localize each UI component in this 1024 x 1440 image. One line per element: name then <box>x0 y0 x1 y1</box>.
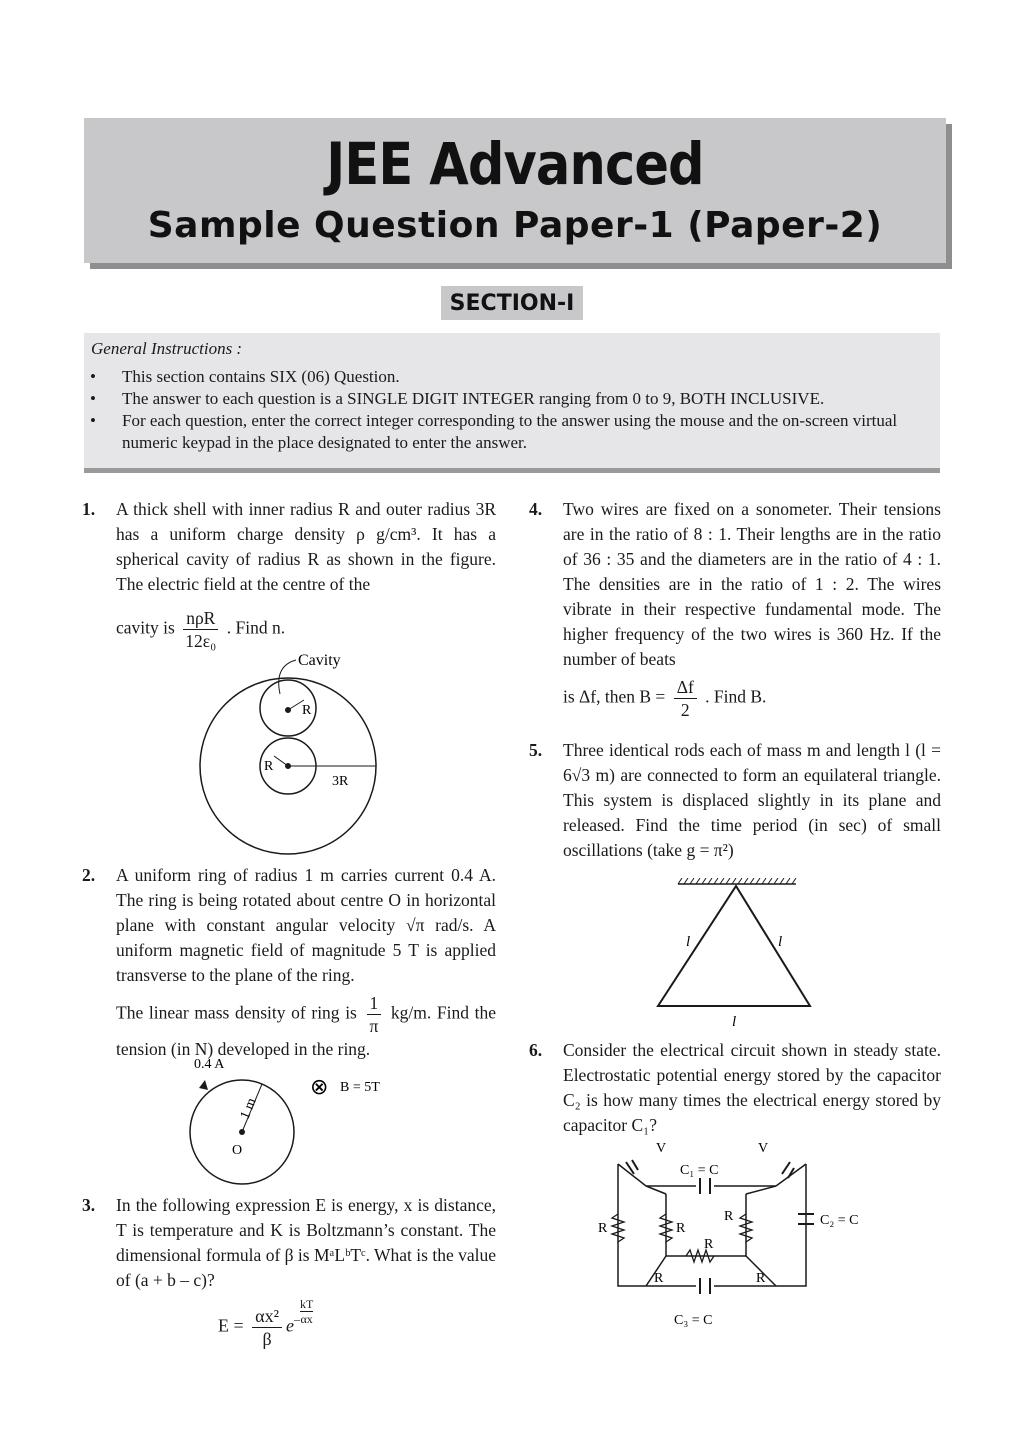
question-2 <box>82 863 497 1062</box>
shell-cavity-figure <box>196 648 386 860</box>
instruction-item: • The answer to each question is a SINGLE DIGIT INTEGER ranging from 0 to 9, BOTH INCLUSIVE. <box>90 389 825 408</box>
page-title: JEE Advanced <box>326 130 704 198</box>
energy-formula: E = $\frac{\text{αx²}}{\beta}$ e– $\frac{kT}{\alpha x}$ <box>218 1297 314 1349</box>
fraction: $\frac{1}{\pi}$ <box>367 992 382 1037</box>
svg-text:R: R <box>264 759 274 774</box>
instructions-heading: General Instructions : <box>91 339 243 358</box>
svg-text:l: l <box>778 934 783 950</box>
question-6 <box>529 1038 941 1138</box>
ring-figure <box>186 1050 416 1188</box>
question-number: 4. <box>529 499 543 519</box>
svg-text:1 m: 1 m <box>237 1096 260 1122</box>
question-tail: The linear mass density of ring is $\frac{1}{\pi}$ kg/m. Find the tension (in N) developed in the ring. <box>116 993 497 1059</box>
fraction: $\frac{\Delta f}{2}$ <box>674 676 697 721</box>
svg-text:C₁ = C: C₁ = C <box>680 1163 719 1178</box>
question-number: 3. <box>82 1195 96 1215</box>
instructions-box <box>84 333 940 473</box>
triangle-figure <box>650 878 820 1028</box>
question-number: 2. <box>82 865 96 885</box>
page-subtitle: Sample Question Paper-1 (Paper-2) <box>147 205 883 246</box>
question-text: Consider the electrical circuit shown in steady state. Electrostatic potential energy stored by the capacitor C₂ is how many times the electrical energy stored by capacitor C₁? <box>563 1040 941 1135</box>
svg-text:R: R <box>676 1221 686 1236</box>
svg-text:l: l <box>686 934 691 950</box>
question-tail: cavity is $\frac{\text{nρR}}{\text{12ε₀}}$ . Find n. <box>116 608 286 651</box>
instructions-list <box>84 366 932 454</box>
question-tail: is Δf, then B = $\frac{\Delta f}{2}$ . Find B. <box>563 677 767 720</box>
svg-text:R: R <box>756 1271 766 1286</box>
svg-text:C₃ = C: C₃ = C <box>674 1313 713 1328</box>
cavity-label: Cavity <box>298 652 341 669</box>
svg-text:3R: 3R <box>332 774 349 789</box>
question-text: Three identical rods each of mass m and length l (l = 6√3 m) are connected to form an equilateral triangle. This system is displaced slightly in its plane and released. Find the time period (in sec) of small oscillations (take g = π²) <box>563 740 941 860</box>
svg-text:R: R <box>724 1209 734 1224</box>
question-number: 6. <box>529 1040 543 1060</box>
svg-text:V: V <box>758 1141 769 1156</box>
instruction-item: • This section contains SIX (06) Question. <box>90 367 400 386</box>
question-1 <box>82 497 496 652</box>
svg-text:C₂ = C: C₂ = C <box>820 1213 859 1228</box>
question-5 <box>529 738 941 863</box>
instruction-item: • For each question, enter the correct integer corresponding to the answer using the mouse and the on-screen virtual numeric keypad in the place designated to enter the answer. <box>90 411 898 452</box>
question-number: 1. <box>82 499 96 519</box>
question-text: A uniform ring of radius 1 m carries current 0.4 A. The ring is being rotated about centre O in horizontal plane with constant angular velocity √π rad/s. A uniform magnetic field of magnitude 5 T is applied transverse to the plane of the ring. <box>116 865 496 985</box>
question-text: Two wires are fixed on a sonometer. Their tensions are in the ratio of 8 : 1. Their lengths are in the ratio of 36 : 35 and the diameters are in the ratio of 4 : 1. The densities are in the ratio of 1 : 2. The wires vibrate in their respective fundamental mode. The higher frequency of the two wires is 360 Hz. If the number of beats <box>563 499 941 669</box>
question-4 <box>529 497 941 721</box>
title-banner <box>84 118 946 263</box>
svg-text:O: O <box>232 1143 243 1158</box>
fraction: $\frac{\text{nρR}}{\text{12ε₀}}$ <box>183 607 218 652</box>
svg-text:R: R <box>704 1237 714 1252</box>
svg-text:B = 5T: B = 5T <box>340 1080 380 1095</box>
svg-text:V: V <box>656 1141 667 1156</box>
svg-text:R: R <box>598 1221 608 1236</box>
svg-text:R: R <box>654 1271 664 1286</box>
svg-text:R: R <box>302 703 312 718</box>
svg-text:0.4 A: 0.4 A <box>194 1057 225 1072</box>
section-badge: SECTION-I <box>441 286 583 320</box>
question-number: 5. <box>529 740 543 760</box>
question-text: In the following expression E is energy, x is distance, T is temperature and K is Boltzmann’s constant. The dimensional formula of β is MᵃLᵇTᶜ. What is the value of (a + b – c)? <box>116 1195 496 1290</box>
question-3 <box>82 1193 496 1293</box>
svg-text:l: l <box>732 1014 737 1028</box>
circuit-figure <box>596 1136 886 1336</box>
question-text: A thick shell with inner radius R and outer radius 3R has a uniform charge density ρ g/cm³. It has a spherical cavity of radius R as shown in the figure. The electric field at the centre of the <box>116 499 496 594</box>
field-into-page-icon: ⊗ <box>310 1075 329 1100</box>
